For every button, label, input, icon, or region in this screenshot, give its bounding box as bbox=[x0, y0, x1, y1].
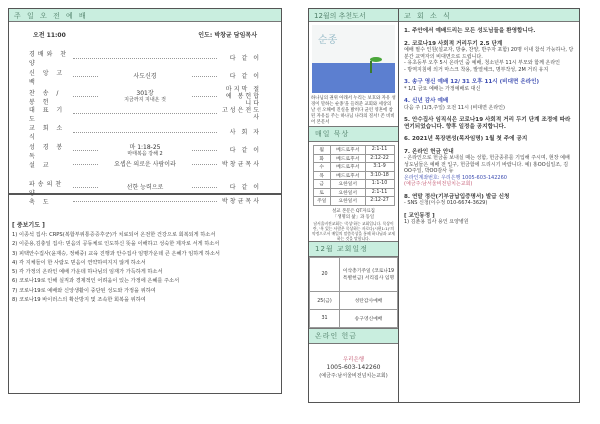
worship-order-panel bbox=[8, 8, 282, 206]
book-cover bbox=[312, 25, 395, 93]
order-person: 다 같 이 bbox=[229, 73, 261, 80]
worship-leader: 인도: 박창균 담임목사 bbox=[198, 32, 257, 39]
meditation-cell: 토 bbox=[313, 188, 331, 197]
meditation-cell: 2:1-11 bbox=[365, 146, 394, 155]
schedule-cell: 31 bbox=[310, 309, 340, 327]
schedule-cell: 송구영신예배 bbox=[340, 309, 398, 327]
visit-title: [ 교인동정 ] bbox=[404, 212, 435, 219]
meditation-cell: 2:12-27 bbox=[365, 197, 394, 206]
schedule-row bbox=[310, 257, 398, 291]
meditation-row bbox=[313, 154, 394, 163]
meditation-cell: 금 bbox=[313, 180, 331, 189]
schedule-cell: 이삭총기주일 (코로나19특별헌금) 서리집사 임명 bbox=[340, 257, 398, 291]
dotted-leader bbox=[73, 132, 217, 133]
order-content-sub: 마태복음 강해 2 bbox=[127, 150, 163, 157]
news-heading: 5. 안수집사 임직식은 코로나19 사회적 거리 두기 단계 조정에 따라 연기되었습니다. 향후 일정을 공지합니다. bbox=[404, 117, 571, 130]
worship-title: 주 일 오 전 예 배 bbox=[9, 9, 281, 22]
meditation-note: 설교 본문은 QT자료집 bbox=[332, 208, 375, 214]
worship-order-item bbox=[29, 160, 261, 169]
book-cover-title: 순종 bbox=[318, 35, 338, 46]
order-person: 고성은전도사 bbox=[222, 106, 261, 121]
news-line: - 방역지침에 의거 마스크 착용, 발열체크, 명부작성, 2M 거리 유지 bbox=[404, 66, 549, 73]
order-content-sub: 지금까지 지내온 것 bbox=[124, 96, 166, 103]
prayer-item: 6) 코로나19로 인해 실직과 경제적인 어려움이 있는 가정에 은혜를 주소서 bbox=[12, 278, 180, 285]
church-news-panel bbox=[398, 8, 580, 403]
order-content bbox=[100, 73, 190, 80]
worship-order-item bbox=[29, 68, 261, 86]
meditation-row bbox=[313, 188, 394, 197]
dotted-leader bbox=[192, 164, 217, 165]
order-content bbox=[100, 161, 190, 168]
order-content-main: 사도신경 bbox=[133, 73, 157, 80]
order-person: 사 회 자 bbox=[229, 128, 261, 136]
dotted-leader bbox=[192, 76, 217, 77]
news-heading: 8. 연말 정산(기부금납입증명서) 발급 신청 bbox=[404, 193, 510, 200]
meditation-cell: 베드로후서 bbox=[331, 146, 366, 155]
meditation-cell: 수 bbox=[313, 163, 331, 172]
prayer-item: 5) 각 가정의 온라인 예배 가운데 하나님의 임재가 가득하게 하소서 bbox=[12, 269, 163, 276]
meditation-cell: 3:10-18 bbox=[365, 171, 394, 180]
meditation-cell: 요한일서 bbox=[331, 197, 366, 206]
meditation-cell: 목 bbox=[313, 171, 331, 180]
prayer-item: 2) 이준용,김충일 집사: 믿음의 공동체로 인도하신 뜻을 이해하고 성숙한 제자로 서게 하소서 bbox=[12, 241, 220, 248]
middle-column bbox=[308, 8, 399, 403]
schedule-table bbox=[309, 257, 398, 328]
meditation-row bbox=[313, 146, 394, 155]
worship-time: 오전 11:00 bbox=[33, 32, 66, 39]
prayer-panel bbox=[8, 194, 282, 394]
prayer-title: [ 중보기도 ] bbox=[12, 222, 45, 229]
worship-order-item bbox=[29, 49, 261, 67]
news-line: - 온라인으로 헌금을 보내실 때는 성함, 헌금종류를 기입해 주시며, 현장 예배 성도님들은 예배 전 입구, 헌금함에 드리시기 바랍니다. 예) 홍OO십일조, 김OO주일, 박OO감사 등 bbox=[404, 155, 570, 174]
prayer-item: 8) 코로나19 바이러스의 확산방지 및 조속한 회복을 위하여 bbox=[12, 297, 146, 304]
worship-order-item bbox=[29, 105, 261, 123]
news-heading: 2. 코로나19 사회적 거리두기 2.5 단계 bbox=[404, 40, 503, 47]
meditation-cell: 베드로후서 bbox=[331, 154, 366, 163]
news-item bbox=[399, 117, 579, 130]
meditation-row bbox=[313, 180, 394, 189]
dotted-leader bbox=[73, 113, 217, 114]
order-person: 박창균목사 bbox=[222, 198, 261, 205]
visit-item: 1) 김춘용 집사 용인 요양병원 bbox=[404, 219, 469, 225]
news-item bbox=[399, 41, 579, 74]
news-line: * 1/1 금요 예배는 가정예배로 대신 bbox=[404, 85, 481, 92]
schedule-row bbox=[310, 309, 398, 327]
offering-bank: 우리은행 bbox=[342, 356, 365, 363]
meditation-row bbox=[313, 163, 394, 172]
book-caption: 하나님의 권위 아래서 누리는 보호와 자유 성경이 말하는 순종'을 들려준 교회와 세상의 날 선 오해에 진실을 밝히다 균런 영혼에 참된 자유를 주는 하나님 나라의 질서! 존 비비어 본문서 bbox=[311, 96, 396, 125]
dotted-leader bbox=[73, 96, 98, 97]
schedule-title: 12월 교회일정 bbox=[309, 241, 398, 257]
meditation-cell: 3:1-9 bbox=[365, 163, 394, 172]
news-item bbox=[399, 149, 579, 188]
dotted-leader bbox=[73, 164, 98, 165]
meditation-cell: 요한일서 bbox=[331, 180, 366, 189]
order-content bbox=[100, 90, 190, 104]
news-heading: 1. 주안에서 예배드리는 모든 성도님들을 환영합니다. bbox=[404, 28, 536, 34]
order-content-main: 마 1:18-25 bbox=[129, 143, 161, 151]
prayer-item: 7) 코로나19로 예배와 신앙생활이 중단된 성도와 가정을 위하여 bbox=[12, 287, 156, 294]
meditation-note: 남서울비전교회는 '묵상'하는 교회입니다. 묵상이란, '복 있는 사람은 묵상하는 자로다(시편1:1)'의 약정으로서 매일의 말씀묵상을 통해 하나님과 교제하는 것을 말합니다. bbox=[311, 220, 396, 241]
news-line: - 유초등부 오후 5시 온라인 줌 예배, 청소년부 11시 부모와 함께 온라인 bbox=[404, 60, 561, 66]
news-line: 다음 주 (1/3,주일) 오전 11시 (비대면 온라인) bbox=[404, 104, 505, 111]
meditation-title: 매일 묵상 bbox=[309, 126, 398, 142]
order-content-main: 선한 능력으로 bbox=[126, 184, 164, 191]
order-label: 파송의찬양 bbox=[29, 180, 65, 197]
meditation-cell: 1:1-10 bbox=[365, 180, 394, 189]
order-person: 박창균목사 bbox=[222, 161, 261, 168]
news-account: 온라인계좌번호: 우리은행 1005-603-142260 bbox=[404, 174, 507, 181]
order-label: 경배와 찬양 bbox=[29, 51, 70, 67]
news-line: - SNS 신청(이수정 010-6674-3629) bbox=[404, 200, 488, 206]
meditation-cell: 요한일서 bbox=[331, 188, 366, 197]
news-heading: 3. 송구 영신 예배 12/ 31 오후 11시 (비대면 온라인) bbox=[404, 79, 540, 85]
schedule-cell: 성탄감사예배 bbox=[340, 291, 398, 309]
dotted-leader bbox=[192, 150, 217, 151]
prayer-item: 4) 각 지체들이 한 사람도 믿음이 연약하여지지 않게 하소서 bbox=[12, 259, 146, 266]
order-person: 다 같 이 bbox=[229, 54, 261, 62]
meditation-table bbox=[313, 145, 395, 206]
news-item bbox=[399, 79, 579, 92]
dotted-leader bbox=[73, 187, 98, 188]
dotted-leader bbox=[192, 187, 217, 188]
order-content-main: 요셉은 의로운 사람이라 bbox=[114, 161, 176, 168]
offering-account: 1005-603-142260 bbox=[326, 363, 381, 371]
schedule-row bbox=[310, 291, 398, 309]
worship-order-item bbox=[29, 123, 261, 141]
meditation-cell: 2:12-22 bbox=[365, 154, 394, 163]
dotted-leader bbox=[73, 150, 98, 151]
dotted-leader bbox=[73, 58, 217, 59]
meditation-note: 「생명의 삶」과 동일 bbox=[332, 214, 375, 220]
prayer-item: 1) 이종석 집사: CRPS(복합부위통증증후군)가 치료되어 온전한 건강으로 회복되게 하소서 bbox=[12, 232, 216, 238]
order-person: 다 같 이 bbox=[229, 147, 261, 154]
order-person: 다 같 이 bbox=[229, 184, 261, 191]
book-title: 12월의 추천도서 bbox=[309, 9, 398, 22]
news-holder: (예금주:남서울비전넘치는교회) bbox=[404, 181, 473, 187]
meditation-cell: 월 bbox=[313, 146, 331, 155]
news-heading: 4. 신년 감사 예배 bbox=[404, 98, 449, 104]
order-label: 대 표 기 도 bbox=[29, 106, 66, 123]
order-content bbox=[100, 144, 190, 158]
order-label: 신 앙 고 백 bbox=[29, 69, 66, 86]
news-heading: 7. 온라인 헌금 안내 bbox=[404, 148, 454, 155]
order-person: 마지막 절에 봉헌합니다 bbox=[225, 86, 261, 107]
prayer-item: 3) 피택안수집사(윤재승, 정해중) 교육 진행과 안수집사 임명가운데 큰 은혜가 임하게 하소서 bbox=[12, 250, 220, 257]
meditation-cell: 주일 bbox=[313, 197, 331, 206]
news-line: 예배 필수 인원(설교자, 방송, 찬양, 반주자 포함) 20명 이내 참석 가능하나, 당분간 교역자의 비대면으로 드립니다. bbox=[404, 47, 574, 60]
offering-title: 온라인 헌금 bbox=[309, 328, 398, 344]
worship-order-item bbox=[29, 142, 261, 160]
news-heading: 6. 2021년 목장편성(목자임명) 1월 첫 주에 공지 bbox=[404, 136, 528, 142]
order-label: 성 경 봉 독 bbox=[29, 143, 66, 160]
news-item bbox=[399, 194, 579, 207]
order-content bbox=[100, 184, 190, 191]
meditation-row bbox=[313, 171, 394, 180]
news-item bbox=[399, 28, 579, 35]
schedule-cell: 20 bbox=[310, 257, 340, 291]
schedule-cell: 25(금) bbox=[310, 291, 340, 309]
meditation-cell: 베드로후서 bbox=[331, 163, 366, 172]
order-label: 교 회 소 식 bbox=[29, 125, 66, 141]
news-item bbox=[399, 98, 579, 111]
order-label: 축 도 bbox=[29, 199, 52, 206]
order-content-main: 301장 bbox=[136, 89, 154, 97]
dotted-leader bbox=[73, 76, 98, 77]
dotted-leader bbox=[192, 96, 217, 97]
order-label: 찬 송 / 봉 헌 bbox=[29, 89, 62, 106]
meditation-cell: 베드로후서 bbox=[331, 171, 366, 180]
meditation-cell: 화 bbox=[313, 154, 331, 163]
offering-holder: (예금주:남서울비전넘치는교회) bbox=[319, 372, 388, 379]
news-item bbox=[399, 136, 579, 143]
order-label: 설 교 bbox=[29, 162, 52, 169]
meditation-row bbox=[313, 197, 394, 206]
meditation-cell: 2:1-11 bbox=[365, 188, 394, 197]
news-title: 교 회 소 식 bbox=[399, 9, 579, 22]
